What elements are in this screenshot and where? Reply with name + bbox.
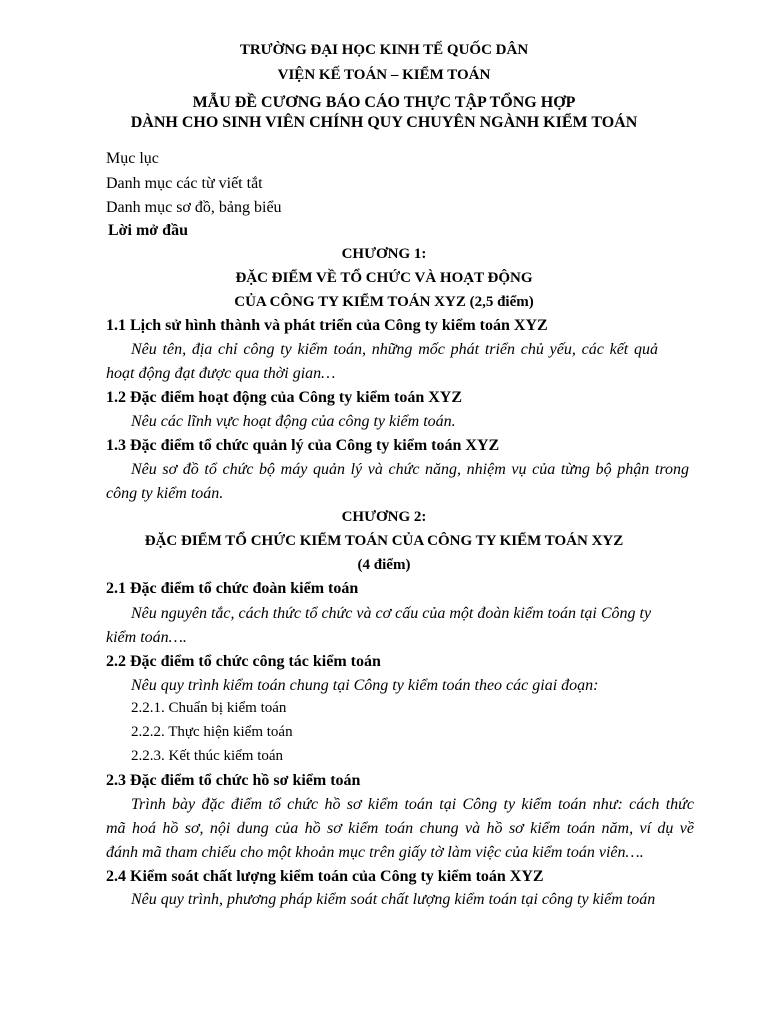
toc-item: Mục lục [106, 150, 159, 167]
subsection-item: 2.2.3. Kết thúc kiểm toán [131, 748, 284, 764]
section-2-3-description: Trình bày đặc điểm tổ chức hồ sơ kiểm toán tại Công ty kiểm toán như: cách thức [131, 796, 694, 813]
section-2-1-description: kiểm toán…. [106, 629, 187, 646]
university-name: TRƯỜNG ĐẠI HỌC KINH TẾ QUỐC DÂN [239, 42, 529, 58]
subsection-item: 2.2.1. Chuẩn bị kiểm toán [131, 700, 287, 716]
section-2-4-description: Nêu quy trình, phương pháp kiểm soát chất lượng kiểm toán tại công ty kiểm toán [131, 891, 656, 908]
section-1-3-heading: 1.3 Đặc điểm tổ chức quản lý của Công ty kiểm toán XYZ [106, 437, 500, 454]
diagrams-item: Danh mục sơ đồ, bảng biểu [106, 199, 282, 216]
section-1-2-heading: 1.2 Đặc điểm hoạt động của Công ty kiểm toán XYZ [106, 389, 463, 406]
chapter2-title-line1: ĐẶC ĐIỂM TỔ CHỨC KIỂM TOÁN CỦA CÔNG TY KIỂM TOÁN XYZ [144, 533, 624, 549]
abbreviations-item: Danh mục các từ viết tắt [106, 175, 263, 192]
section-1-1-description: Nêu tên, địa chỉ công ty kiểm toán, những mốc phát triển chủ yếu, các kết quả [131, 341, 658, 358]
section-2-3-description: mã hoá hồ sơ, nội dung của hồ sơ kiểm toán chung và hồ sơ kiểm toán năm, ví dụ về [106, 820, 694, 837]
section-2-2-description: Nêu quy trình kiểm toán chung tại Công ty kiểm toán theo các giai đoạn: [131, 677, 599, 694]
document-title-line1: MẪU ĐỀ CƯƠNG BÁO CÁO THỰC TẬP TỔNG HỢP [192, 94, 576, 111]
section-2-2-heading: 2.2 Đặc điểm tổ chức công tác kiểm toán [106, 653, 381, 670]
subsection-item: 2.2.2. Thực hiện kiểm toán [131, 724, 293, 740]
section-2-3-description: đánh mã tham chiếu cho một khoản mục trên giấy tờ làm việc của kiểm toán viên…. [106, 844, 644, 861]
section-1-1-heading: 1.1 Lịch sử hình thành và phát triển của Công ty kiểm toán XYZ [106, 317, 548, 334]
document-title-line2: DÀNH CHO SINH VIÊN CHÍNH QUY CHUYÊN NGÀNH KIỂM TOÁN [130, 114, 638, 131]
chapter1-title-line1: ĐẶC ĐIỂM VỀ TỔ CHỨC VÀ HOẠT ĐỘNG [235, 270, 533, 286]
section-2-3-heading: 2.3 Đặc điểm tổ chức hồ sơ kiểm toán [106, 772, 361, 789]
section-2-4-heading: 2.4 Kiểm soát chất lượng kiểm toán của Công ty kiểm toán XYZ [106, 868, 544, 885]
section-2-1-description: Nêu nguyên tắc, cách thức tổ chức và cơ cấu của một đoàn kiểm toán tại Công ty [131, 605, 652, 622]
section-1-3-description: Nêu sơ đồ tổ chức bộ máy quản lý và chức năng, nhiệm vụ của từng bộ phận trong [131, 461, 689, 478]
section-1-2-description: Nêu các lĩnh vực hoạt động của công ty kiểm toán. [131, 413, 456, 430]
section-2-1-heading: 2.1 Đặc điểm tổ chức đoàn kiểm toán [106, 580, 359, 597]
chapter2-label: CHƯƠNG 2: [341, 509, 427, 525]
section-1-3-description: công ty kiểm toán. [106, 485, 224, 502]
introduction-item: Lời mở đầu [108, 222, 188, 239]
section-1-1-description: hoạt động đạt được qua thời gian… [106, 365, 336, 382]
chapter1-label: CHƯƠNG 1: [341, 246, 427, 262]
institute-name: VIỆN KẾ TOÁN – KIỂM TOÁN [277, 67, 491, 83]
chapter1-title-line2: CỦA CÔNG TY KIỂM TOÁN XYZ (2,5 điểm) [234, 294, 534, 310]
chapter2-title-line2: (4 điểm) [357, 557, 411, 573]
